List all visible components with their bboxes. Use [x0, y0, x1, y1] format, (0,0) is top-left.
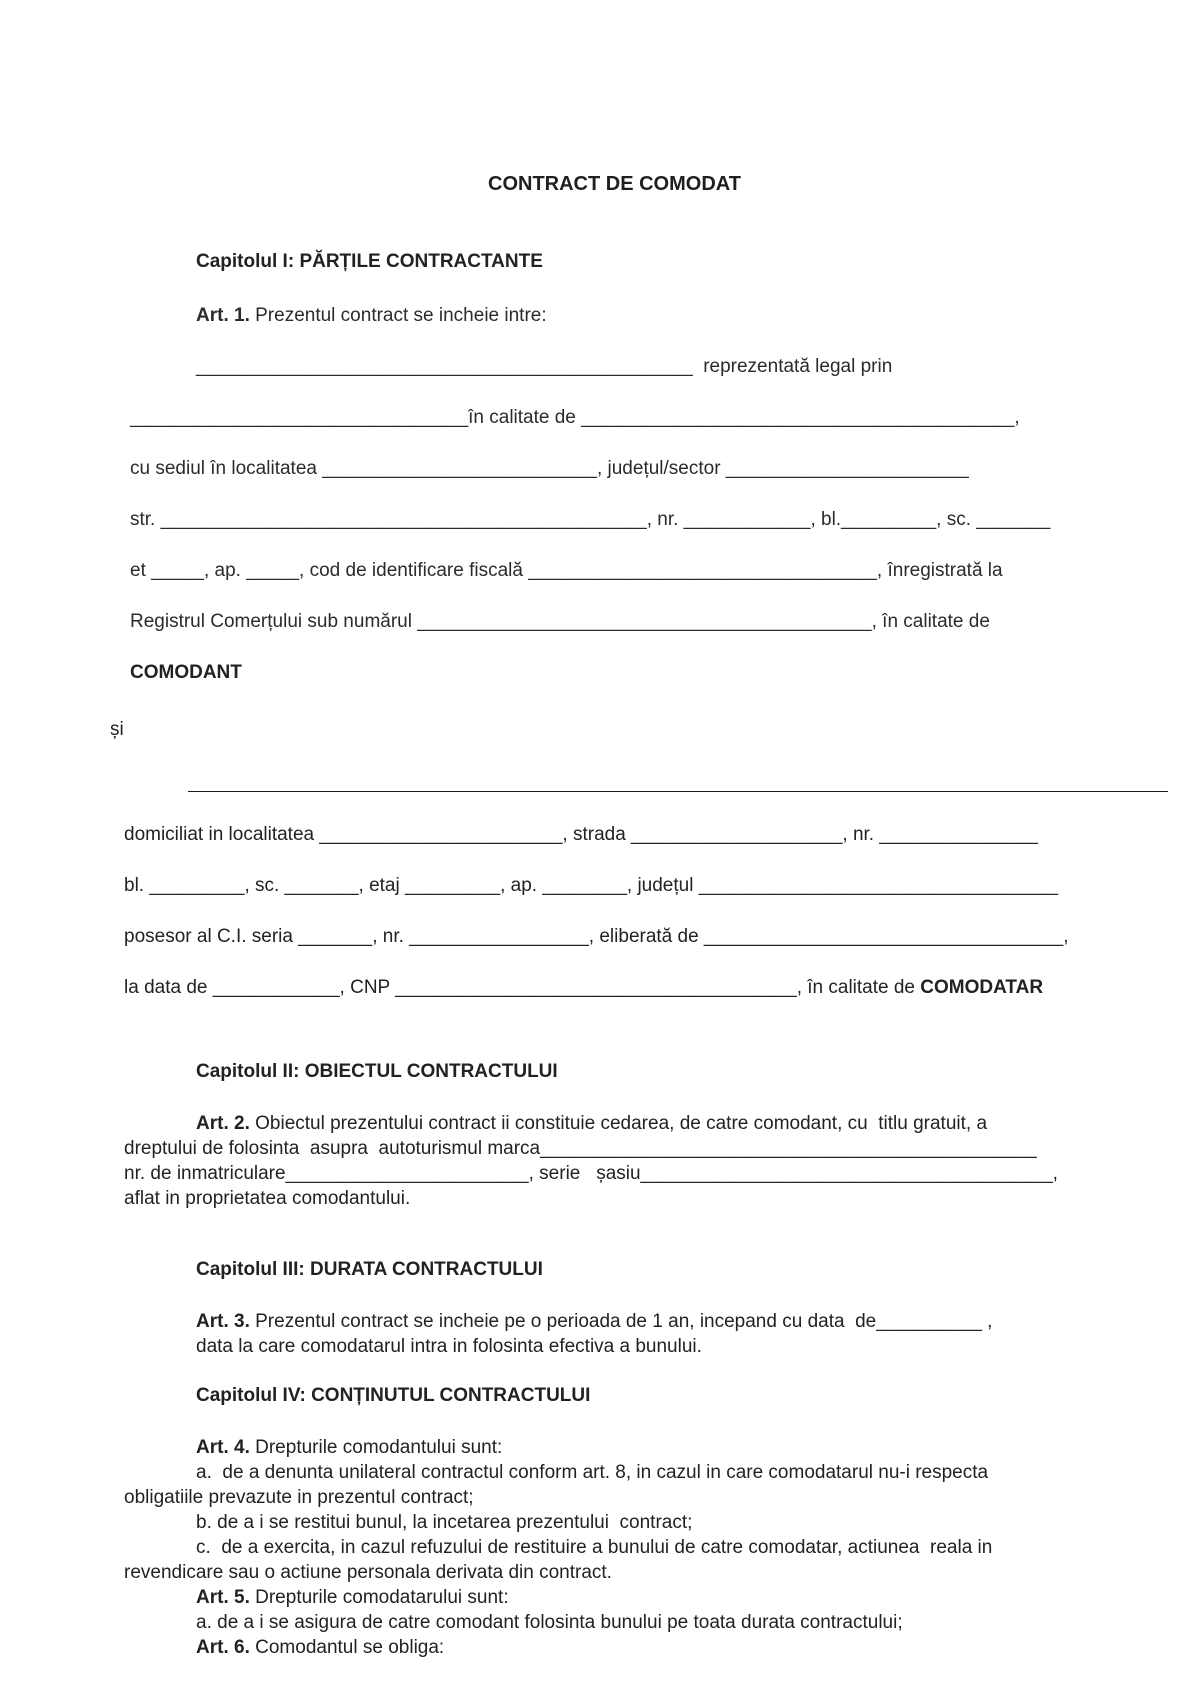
art-4-text: Drepturile comodantului sunt: [249, 1437, 503, 1458]
comodant-line-5: et _____, ap. _____, cod de identificare fiscală _________________________________, înregistrată la [130, 560, 1003, 581]
art-5-label: Art. 5. [196, 1587, 250, 1608]
conjunction-si: și [110, 719, 124, 740]
comodatar-line-3: posesor al C.I. seria _______, nr. _________________, eliberată de __________________________________, [124, 926, 1069, 947]
art-4-label: Art. 4. [196, 1437, 250, 1458]
art-1-text: Prezentul contract se incheie intre: [249, 305, 547, 326]
art-2-line-2: dreptului de folosinta asupra autoturismul marca_______________________________________________ [124, 1138, 1037, 1159]
art-2-text: Obiectul prezentului contract ii constituie cedarea, de catre comodant, cu titlu gratuit, a [249, 1113, 988, 1134]
chapter-4-prefix: Capitolul IV: [196, 1385, 312, 1406]
art-4-c-line-1: c. de a exercita, in cazul refuzului de restituire a bunului de catre comodatar, actiunea reala in [196, 1537, 993, 1558]
comodant-line-3: cu sediul în localitatea __________________________, județul/sector _______________________ [130, 458, 969, 479]
art-3-text: Prezentul contract se incheie pe o perioada de 1 an, incepand cu data de__________ , [249, 1311, 993, 1332]
comodant-line-2: ________________________________în calitate de _________________________________________, [130, 407, 1020, 428]
chapter-4-heading [196, 1384, 590, 1408]
art-6-line [196, 1636, 444, 1660]
comodatar-line-2: bl. _________, sc. _______, etaj _________, ap. ________, județul __________________________________ [124, 875, 1058, 896]
art-2-line-1 [196, 1112, 987, 1136]
art-2-line-3: nr. de inmatriculare_______________________, serie șasiu_______________________________________, [124, 1163, 1058, 1184]
art-3-label: Art. 3. [196, 1311, 250, 1332]
art-5-line [196, 1586, 509, 1610]
comodant-line-1: _______________________________________________ reprezentată legal prin [196, 356, 893, 377]
art-3-line-2: data la care comodatarul intra in folosinta efectiva a bunului. [196, 1336, 702, 1357]
chapter-3-prefix: Capitolul III: [196, 1259, 310, 1280]
comodatar-line-1: domiciliat in localitatea _______________________, strada ____________________, nr. _______________ [124, 824, 1038, 845]
art-6-label: Art. 6. [196, 1637, 250, 1658]
art-4-c-line-2: revendicare sau o actiune personala derivata din contract. [124, 1562, 612, 1583]
comodatar-line-4-text: la data de ____________, CNP ______________________________________, în calitate de [124, 977, 921, 998]
chapter-3-title: DURATA CONTRACTULUI [310, 1259, 543, 1280]
comodant-line-4: str. ______________________________________________, nr. ____________, bl._________, sc. _______ [130, 509, 1051, 530]
chapter-2-title: OBIECTUL CONTRACTULUI [304, 1061, 558, 1082]
comodant-line-6: Registrul Comerțului sub numărul ___________________________________________, în calitate de [130, 611, 990, 632]
art-1-line [196, 304, 547, 328]
chapter-2-prefix: Capitolul II: [196, 1061, 305, 1082]
chapter-4-title: CONȚINUTUL CONTRACTULUI [311, 1385, 591, 1406]
comodatar-name-line [188, 791, 1168, 792]
art-4-line [196, 1436, 502, 1460]
art-1-label: Art. 1. [196, 305, 250, 326]
art-5-text: Drepturile comodatarului sunt: [249, 1587, 509, 1608]
art-5-a-line: a. de a i se asigura de catre comodant folosinta bunului pe toata durata contractului; [196, 1612, 903, 1633]
art-4-b-line: b. de a i se restitui bunul, la incetarea prezentului contract; [196, 1512, 693, 1533]
comodant-role: COMODANT [130, 662, 242, 683]
comodatar-line-4 [124, 976, 1043, 1000]
chapter-3-heading [196, 1258, 543, 1282]
chapter-1-heading [196, 250, 543, 274]
chapter-1-title: PĂRȚILE CONTRACTANTE [299, 251, 543, 272]
art-4-a-line-2: obligatiile prevazute in prezentul contract; [124, 1487, 474, 1508]
chapter-1-prefix: Capitolul I: [196, 251, 300, 272]
art-2-label: Art. 2. [196, 1113, 250, 1134]
art-4-a-line-1: a. de a denunta unilateral contractul conform art. 8, in cazul in care comodatarul nu-i respecta [196, 1462, 989, 1483]
page-title: CONTRACT DE COMODAT [488, 173, 741, 195]
chapter-2-heading [196, 1060, 558, 1084]
art-6-text: Comodantul se obliga: [249, 1637, 445, 1658]
comodatar-role: COMODATAR [920, 977, 1044, 998]
art-2-line-4: aflat in proprietatea comodantului. [124, 1188, 411, 1209]
art-3-line-1 [196, 1310, 992, 1334]
